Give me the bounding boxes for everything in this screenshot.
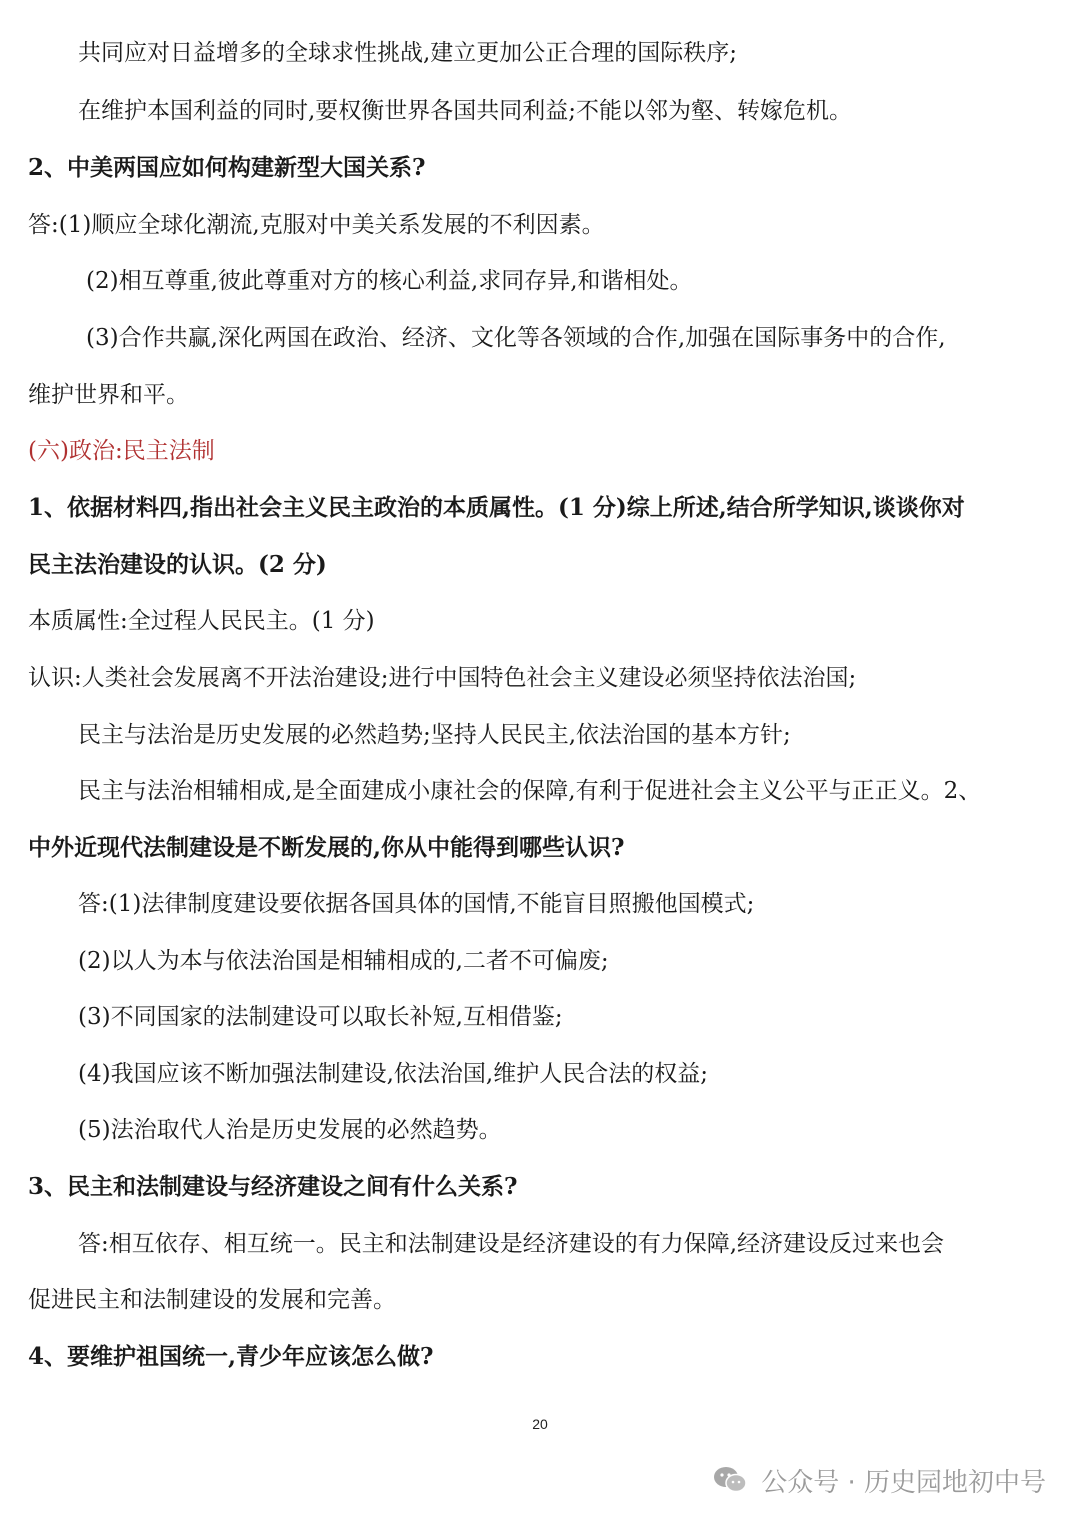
page-number: 20 xyxy=(532,1416,548,1432)
question-heading: 中外近现代法制建设是不断发展的,你从中能得到哪些认识? xyxy=(28,834,625,861)
question-heading: 1、依据材料四,指出社会主义民主政治的本质属性。(1 分)综上所述,结合所学知识,谈谈你对 xyxy=(28,494,965,521)
watermark-text: 公众号 · 历史园地初中号 xyxy=(761,1467,1046,1498)
answer-line: 维护世界和平。 xyxy=(28,382,189,408)
answer-line: (2)以人为本与依法治国是相辅相成的,二者不可偏废; xyxy=(78,948,609,974)
question-heading: 3、民主和法制建设与经济建设之间有什么关系? xyxy=(28,1173,518,1200)
answer-line: 民主与法治相辅相成,是全面建成小康社会的保障,有利于促进社会主义公平与正正义。2、 xyxy=(78,778,982,804)
question-heading: 4、要维护祖国统一,青少年应该怎么做? xyxy=(28,1343,434,1370)
answer-line: (3)合作共赢,深化两国在政治、经济、文化等各领域的合作,加强在国际事务中的合作, xyxy=(86,325,946,351)
answer-line: 促进民主和法制建设的发展和完善。 xyxy=(28,1287,396,1313)
answer-line: 民主与法治是历史发展的必然趋势;坚持人民民主,依法治国的基本方针; xyxy=(78,722,791,748)
text-line: 在维护本国利益的同时,要权衡世界各国共同利益;不能以邻为壑、转嫁危机。 xyxy=(78,98,853,124)
question-heading: 2、中美两国应如何构建新型大国关系? xyxy=(28,154,426,181)
answer-line: 本质属性:全过程人民民主。(1 分) xyxy=(28,608,375,634)
question-heading: 民主法治建设的认识。(2 分) xyxy=(28,551,327,578)
answer-line: 答:相互依存、相互统一。民主和法制建设是经济建设的有力保障,经济建设反过来也会 xyxy=(78,1231,945,1257)
answer-line: (4)我国应该不断加强法制建设,依法治国,维护人民合法的权益; xyxy=(78,1061,708,1087)
section-heading: (六)政治:民主法制 xyxy=(28,438,215,464)
answer-line: 答:(1)顺应全球化潮流,克服对中美关系发展的不利因素。 xyxy=(28,212,605,238)
answer-line: (3)不同国家的法制建设可以取长补短,互相借鉴; xyxy=(78,1004,563,1030)
answer-line: 答:(1)法律制度建设要依据各国具体的国情,不能盲目照搬他国模式; xyxy=(78,891,755,917)
watermark xyxy=(713,1460,1046,1500)
answer-line: (5)法治取代人治是历史发展的必然趋势。 xyxy=(78,1117,502,1143)
text-line: 共同应对日益增多的全球求性挑战,建立更加公正合理的国际秩序; xyxy=(78,40,738,66)
answer-line: (2)相互尊重,彼此尊重对方的核心利益,求同存异,和谐相处。 xyxy=(86,268,693,294)
answer-line: 认识:人类社会发展离不开法治建设;进行中国特色社会主义建设必须坚持依法治国; xyxy=(28,665,857,691)
wechat-icon xyxy=(713,1466,747,1494)
